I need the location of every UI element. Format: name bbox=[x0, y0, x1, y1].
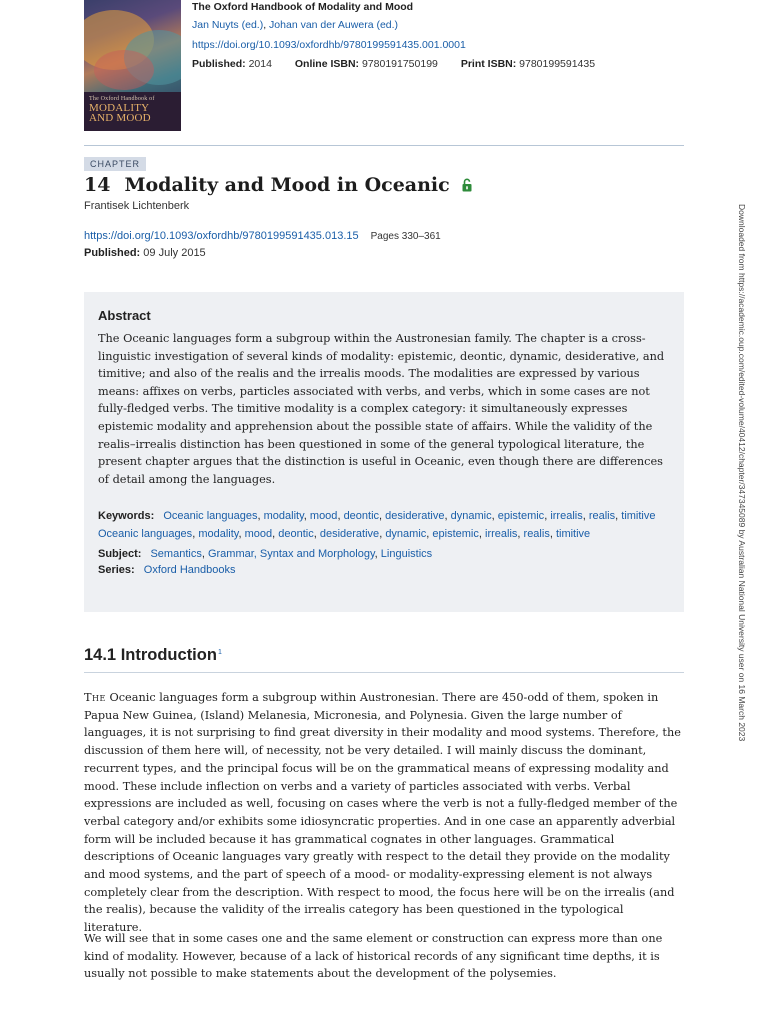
abstract-heading: Abstract bbox=[98, 308, 151, 323]
chapter-number: 14 bbox=[84, 174, 111, 196]
keyword-link[interactable]: desiderative bbox=[385, 510, 445, 523]
keyword-link[interactable]: timitive bbox=[555, 527, 591, 540]
paragraph: We will see that in some cases one and the same element or construction can express more than one kind of modality. However, because of a lack of historical records of any significant time depths, it is usually not possible to make statements about the development of the polysemies. bbox=[84, 932, 663, 981]
subject-list: Semantics, Grammar, Syntax and Morphology, Linguistics bbox=[150, 547, 433, 560]
book-editors: Jan Nuyts (ed.), Johan van der Auwera (ed.) bbox=[192, 19, 399, 31]
book-info bbox=[192, 0, 692, 70]
keyword-link[interactable]: deontic bbox=[343, 510, 380, 523]
keyword-link[interactable]: Oceanic languages bbox=[163, 510, 258, 523]
paragraph-text: Oceanic languages form a subgroup within Austronesian. There are 450-odd of them, spoken in Papua New Guinea, (Island) Melanesia, Micronesia, and Polynesia. Given the large number of languages, it is not surprising to find great diversity in their modality and mood systems. Therefore, the discussion of them here will, of necessity, not be very detailed. I will mainly discuss the dominant, recurrent types, and the principal focus will be on the grammatical means of expressing modality and mood. These include inflection on verbs and a variety of particles associated with verbs. Verbal expressions are included as well, focusing on cases where the verb is not a fully-fledged member of the verbal category and/or exhibits some idiosyncratic properties. And in one case an apparently adverbial form will be included because it has grammatical cognates in other languages. Grammatical descriptions of Oceanic languages vary greatly with respect to the detail they provide on the modality and mood systems, and the part of speech of a mood- or modality-expressing element is not always completely clear from the description. With respect to mood, the focus here will be on the irrealis (and the realis), because the validity of the irrealis category has been questioned in the typological literature. bbox=[84, 691, 681, 935]
chapter-doi-link[interactable]: https://doi.org/10.1093/oxfordhb/9780199591435.013.15 bbox=[84, 230, 359, 242]
keyword-link[interactable]: modality bbox=[263, 510, 304, 523]
book-doi bbox=[192, 39, 692, 51]
abstract-text: The Oceanic languages form a subgroup within the Austronesian family. The chapter is a cross-linguistic investigation of several kinds of modality: epistemic, deontic, dynamic, desiderative, and timitive; and also of the realis and the irrealis moods. The modalities are expressed by various means: affixes on verbs, particles associated with verbs, and verbs, which in some cases are not fully-fledged verbs. The timitive modality is a complex category: it simultaneously expresses epistemic modality and apprehension about the possible state of affairs. While the validity of the realis–irrealis distinction has been questioned in some of the general typological literature, the present chapter argues that the distinction is useful in Oceanic, even though there are differences of detail among the languages. bbox=[98, 332, 665, 486]
subject-link[interactable]: Linguistics bbox=[380, 547, 433, 560]
subject-link[interactable]: Grammar, Syntax and Morphology bbox=[207, 547, 375, 560]
section-heading bbox=[84, 646, 222, 665]
book-title[interactable]: The Oxford Handbook of Modality and Mood bbox=[192, 1, 414, 13]
paragraph-lead-word: The bbox=[84, 691, 106, 704]
divider bbox=[84, 672, 684, 673]
subject-link[interactable]: Semantics bbox=[150, 547, 202, 560]
keyword-link[interactable]: dynamic bbox=[385, 527, 427, 540]
footnote-marker[interactable]: 1 bbox=[217, 648, 222, 656]
chapter-tag: CHAPTER bbox=[84, 157, 146, 171]
keyword-list: Oceanic languages, modality, mood, deontic, desiderative, dynamic, epistemic, irrealis, realis, timitive Oceanic languages, modality, mood, deontic, desiderative, dynamic, epistemic, irrealis, realis, timitive bbox=[98, 510, 656, 540]
subject-label: Subject: bbox=[98, 547, 142, 560]
editor-link[interactable]: Johan van der Auwera (ed.) bbox=[269, 19, 399, 31]
chapter-title bbox=[84, 174, 472, 196]
subjects bbox=[98, 548, 670, 560]
abstract-panel bbox=[84, 292, 684, 612]
keyword-link[interactable]: epistemic bbox=[432, 527, 479, 540]
series-link[interactable]: Oxford Handbooks bbox=[143, 563, 236, 576]
keyword-link[interactable]: irrealis bbox=[550, 510, 583, 523]
keyword-link[interactable]: realis bbox=[523, 527, 550, 540]
cover-art bbox=[94, 50, 154, 90]
chapter-pages: Pages 330–361 bbox=[370, 231, 441, 242]
section-heading-text: 14.1 Introduction bbox=[84, 646, 217, 664]
paragraph bbox=[84, 689, 684, 937]
published-label: Published: bbox=[192, 58, 246, 70]
book-meta bbox=[192, 58, 692, 70]
keyword-link[interactable]: desiderative bbox=[319, 527, 380, 540]
published-value: 2014 bbox=[248, 58, 272, 70]
chapter-title-text: Modality and Mood in Oceanic bbox=[124, 174, 450, 196]
keyword-link[interactable]: modality bbox=[198, 527, 239, 540]
print-isbn-value: 9780199591435 bbox=[519, 58, 596, 70]
keywords-label: Keywords: bbox=[98, 510, 155, 523]
keywords bbox=[98, 508, 670, 543]
keyword-link[interactable]: irrealis bbox=[485, 527, 518, 540]
online-isbn-label: Online ISBN: bbox=[294, 58, 360, 70]
keyword-link[interactable]: deontic bbox=[278, 527, 314, 540]
book-doi-link[interactable]: https://doi.org/10.1093/oxfordhb/9780199591435.001.0001 bbox=[192, 39, 466, 51]
published-date: 09 July 2015 bbox=[143, 247, 206, 259]
keyword-link[interactable]: epistemic bbox=[497, 510, 545, 523]
open-access-lock-icon bbox=[462, 178, 472, 192]
print-isbn-label: Print ISBN: bbox=[460, 58, 517, 70]
download-watermark: Downloaded from https://academic.oup.com/edited-volume/40412/chapter/347345089 by Australian National University user on 16 March 2023 bbox=[737, 204, 747, 742]
editor-link[interactable]: Jan Nuyts (ed.) bbox=[192, 19, 264, 31]
keyword-link[interactable]: timitive Oceanic languages bbox=[98, 510, 656, 540]
keyword-link[interactable]: dynamic bbox=[450, 510, 492, 523]
cover-title: The Oxford Handbook of MODALITY AND MOOD bbox=[89, 96, 155, 124]
keyword-link[interactable]: mood bbox=[309, 510, 338, 523]
book-cover[interactable] bbox=[84, 0, 181, 131]
divider bbox=[84, 145, 684, 146]
keyword-link[interactable]: realis bbox=[588, 510, 616, 523]
series-label: Series: bbox=[98, 563, 135, 576]
chapter-author[interactable]: Frantisek Lichtenberk bbox=[84, 200, 190, 212]
chapter-doi bbox=[84, 230, 441, 242]
series bbox=[98, 564, 670, 576]
keyword-link[interactable]: mood bbox=[244, 527, 273, 540]
online-isbn-value: 9780191750199 bbox=[361, 58, 438, 70]
published-label: Published: bbox=[84, 247, 141, 259]
chapter-published bbox=[84, 247, 206, 259]
